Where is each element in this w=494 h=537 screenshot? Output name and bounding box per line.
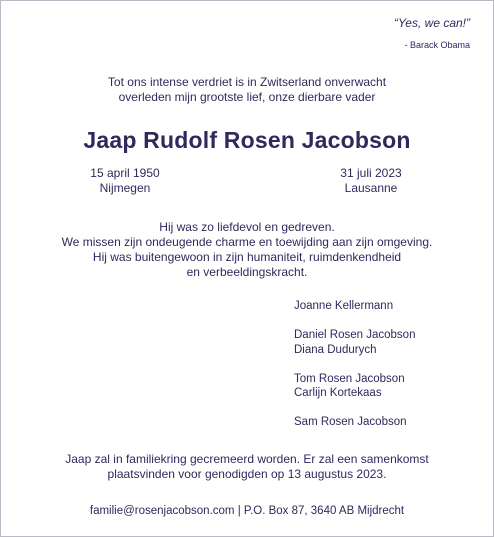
family-group [294, 328, 415, 357]
tribute-line-4: en verbeeldingskracht. [186, 265, 308, 279]
family-member: Sam Rosen Jacobson [294, 416, 407, 428]
family-group [294, 299, 415, 314]
family-member: Diana Dudurych [294, 343, 377, 356]
family-member: Carlijn Kortekaas [294, 387, 382, 399]
tribute-text [0, 220, 494, 280]
closing-line-1: Jaap zal in familiekring gecremeerd worden. Er zal een samenkomst [65, 452, 429, 466]
intro-text [0, 75, 494, 105]
family-group [294, 372, 415, 401]
birth-place: Nijmegen [99, 181, 151, 195]
tribute-line-3: Hij was buitengewoon in zijn humaniteit, ruimdenkendheid [92, 250, 402, 264]
quote-text: “Yes, we can!” [393, 16, 470, 30]
family-member: Tom Rosen Jacobson [294, 372, 405, 385]
tribute-line-1: Hij was zo liefdevol en gedreven. [159, 220, 335, 234]
birth-info [90, 166, 160, 196]
death-date: 31 juli 2023 [340, 166, 402, 180]
death-place: Lausanne [344, 181, 398, 195]
family-member: Joanne Kellermann [294, 300, 394, 312]
family-list [294, 299, 415, 444]
death-info [331, 166, 411, 196]
closing-text [0, 452, 494, 482]
birth-date: 15 april 1950 [90, 166, 160, 180]
closing-line-2: plaatsvinden voor genodigden op 13 augustus 2023. [107, 467, 387, 481]
intro-line-1: Tot ons intense verdriet is in Zwitserland onverwacht [107, 75, 387, 89]
family-member: Daniel Rosen Jacobson [294, 329, 416, 341]
intro-line-2: overleden mijn grootste lief, onze dierbare vader [118, 90, 376, 104]
tribute-line-2: We missen zijn ondeugende charme en toewijding aan zijn omgeving. [61, 235, 433, 249]
quote-author: - Barack Obama [404, 40, 470, 50]
contact-info: familie@rosenjacobson.com | P.O. Box 87, 3640 AB Mijdrecht [89, 505, 405, 517]
family-group [294, 415, 415, 430]
deceased-name: Jaap Rudolf Rosen Jacobson [83, 127, 411, 153]
